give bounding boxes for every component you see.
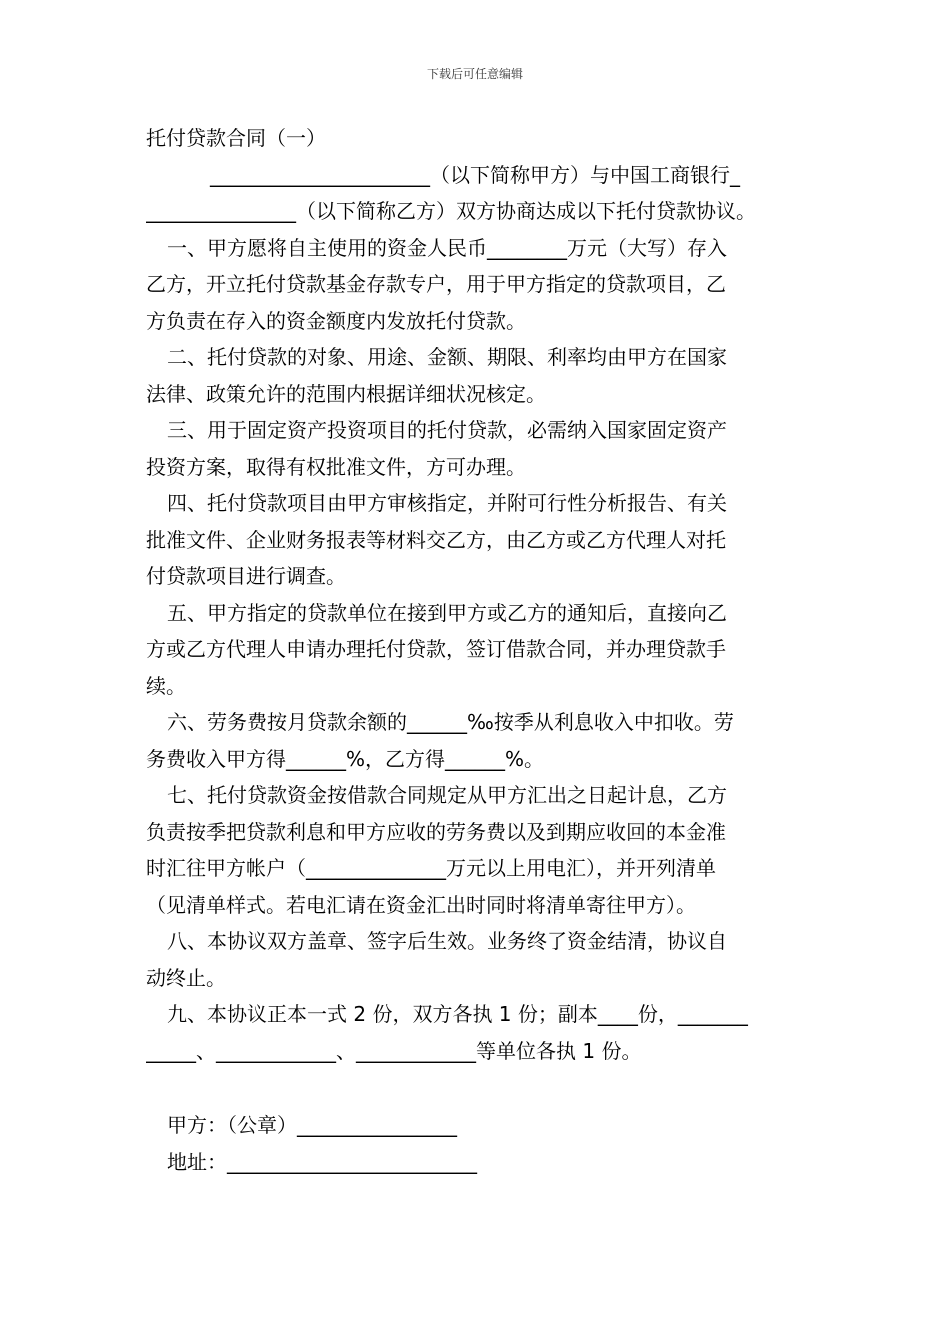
clause-3-line-1: 三、用于固定资产投资项目的托付贷款，必需纳入国家固定资产: [167, 418, 727, 442]
signature-gap: [146, 1069, 811, 1107]
preamble-line-2: _______________（以下简称乙方）双方协商达成以下托付贷款协议。: [146, 199, 756, 223]
clause-8-line-2: 动终止。: [146, 965, 226, 990]
clause-1-line-2: 乙方，开立托付贷款基金存款专户，用于甲方指定的贷款项目，乙: [146, 272, 726, 296]
clause-3-line-2: 投资方案，取得有权批准文件，方可办理。: [146, 454, 526, 479]
clause-5-line-1: 五、甲方指定的贷款单位在接到甲方或乙方的通知后，直接向乙: [167, 600, 727, 625]
clause-5-line-3: 续。: [146, 673, 186, 698]
clause-5-line-2: 方或乙方代理人申请办理托付贷款，签订借款合同，并办理贷款手: [146, 637, 726, 661]
party-a-address: 地址：_________________________: [167, 1149, 477, 1174]
clause-2-line-2: 法律、政策允许的范围内根据详细状况核定。: [146, 381, 546, 406]
clause-1-line-1: 一、甲方愿将自主使用的资金人民币________万元（大写）存入: [167, 235, 727, 260]
party-a-signature: 甲方：（公章）________________: [167, 1113, 457, 1137]
clause-9-line-1: 九、本协议正本一式 2 份，双方各执 1 份；副本____份，_______: [167, 1002, 748, 1026]
contract-title: 托付贷款合同（一）: [146, 126, 326, 150]
clause-1-line-3: 方负责在存入的资金额度内发放托付贷款。: [146, 308, 526, 333]
download-note: 下载后可任意编辑: [426, 67, 523, 81]
preamble-line-1: ______________________（以下简称甲方）与中国工商银行_: [210, 162, 740, 187]
clause-4-line-2: 批准文件、企业财务报表等材料交乙方，由乙方或乙方代理人对托: [146, 527, 726, 552]
contract-body: [146, 120, 811, 1180]
clause-4-line-1: 四、托付贷款项目由甲方审核指定，并附可行性分析报告、有关: [167, 491, 727, 515]
clause-7-line-4: （见清单样式。若电汇请在资金汇出时同时将清单寄往甲方）。: [146, 892, 696, 917]
clause-7-line-3: 时汇往甲方帐户（______________万元以上用电汇），并开列清单: [146, 856, 716, 880]
clause-6-line-1: 六、劳务费按月贷款余额的______‰按季从利息收入中扣收。劳: [167, 710, 734, 734]
clause-7-line-2: 负责按季把贷款利息和甲方应收的劳务费以及到期应收回的本金准: [146, 819, 726, 844]
clause-9-line-2: _____、____________、____________等单位各执 1 份。: [146, 1038, 642, 1063]
clause-6-line-2: 务费收入甲方得______%，乙方得______%。: [146, 746, 545, 771]
clause-7-line-1: 七、托付贷款资金按借款合同规定从甲方汇出之日起计息，乙方: [167, 783, 727, 807]
clause-4-line-3: 付贷款项目进行调查。: [146, 564, 346, 588]
clause-8-line-1: 八、本协议双方盖章、签字后生效。业务终了资金结清，协议自: [167, 929, 727, 953]
clause-2-line-1: 二、托付贷款的对象、用途、金额、期限、利率均由甲方在国家: [167, 345, 727, 369]
